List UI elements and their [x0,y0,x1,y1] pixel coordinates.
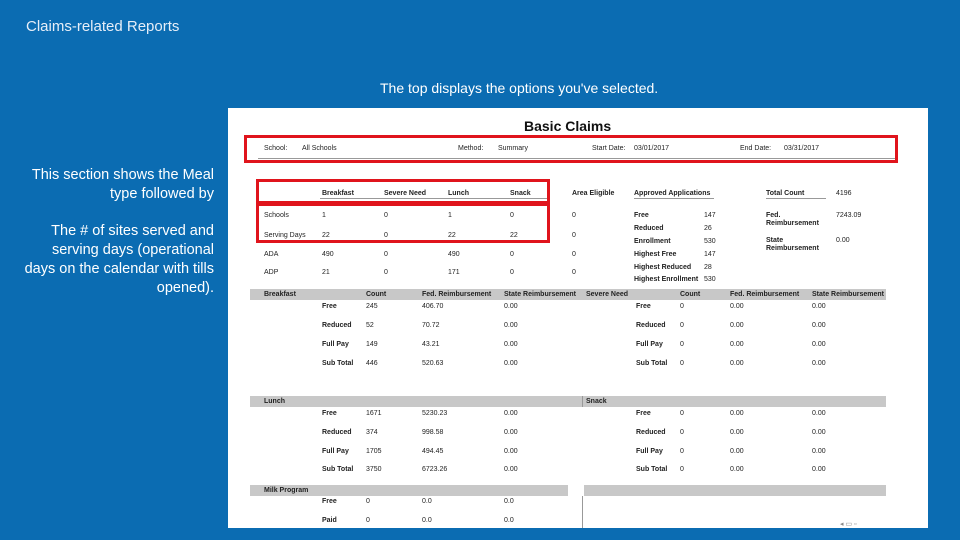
detail-count: 374 [366,429,378,436]
summary-cell: 0 [510,251,514,258]
detail-row-label: Reduced [322,322,352,329]
section-bar [584,485,886,496]
detail-row-label: Free [322,498,337,505]
detail-row-label: Reduced [636,322,666,329]
detail-fed: 406.70 [422,303,444,310]
summary-cell: 21 [322,269,330,276]
method-value: Summary [498,145,528,152]
summary-row-label: ADA [264,251,279,258]
sites-days-highlight [256,203,550,243]
detail-fed: 0.00 [730,341,744,348]
detail-fed: 0.0 [422,498,432,505]
detail-state: 0.00 [812,429,826,436]
detail-count: 0 [680,448,684,455]
detail-count: 245 [366,303,378,310]
detail-count: 0 [680,410,684,417]
summary-cell: 171 [448,269,460,276]
detail-state: 0.00 [504,341,518,348]
summary-cell: 0 [384,212,388,219]
detail-state: 0.00 [504,360,518,367]
detail-row-label: Sub Total [322,466,354,473]
summary-cell: 0 [572,212,576,219]
detail-state: 0.0 [504,517,514,524]
detail-row-label: Full Pay [636,341,663,348]
snack-section-label: Snack [586,398,607,405]
note-sites-served: The # of sites served and serving days (operational days on the calendar with tills opened). [24,223,214,296]
detail-count: 149 [366,341,378,348]
applications-label: Enrollment [634,238,671,245]
detail-header: Fed. Reimbursement [730,291,800,298]
state-reimbursement-value: 0.00 [836,237,850,244]
detail-fed: 70.72 [422,322,440,329]
detail-count: 0 [366,498,370,505]
summary-cell: 22 [448,232,456,239]
detail-row-label: Sub Total [636,466,668,473]
detail-state: 0.00 [504,429,518,436]
detail-count: 3750 [366,466,382,473]
detail-row-label: Sub Total [322,360,354,367]
detail-count: 52 [366,322,374,329]
fed-reimbursement-value: 7243.09 [836,212,862,219]
summary-cell: 22 [510,232,518,239]
slide-title: Claims-related Reports [26,18,180,35]
applications-label: Reduced [634,225,664,232]
applications-value: 26 [704,225,712,232]
detail-fed: 0.00 [730,429,744,436]
detail-row-label: Free [636,303,651,310]
lunch-section-label: Lunch [264,398,285,405]
summary-header: Breakfast [322,190,354,197]
detail-state: 0.00 [504,448,518,455]
detail-fed: 494.45 [422,448,444,455]
summary-cell: 0 [572,251,576,258]
detail-fed: 0.00 [730,303,744,310]
criteria-highlight [244,135,898,163]
detail-state: 0.00 [812,303,826,310]
detail-state: 0.00 [504,466,518,473]
milk-section-label: Milk Program [264,487,309,494]
detail-header: Count [366,291,387,298]
detail-header: State Reimbursement [812,291,884,298]
detail-fed: 0.0 [422,517,432,524]
summary-cell: 490 [448,251,460,258]
applications-label: Highest Free [634,251,677,258]
detail-row-label: Free [636,410,651,417]
detail-row-label: Reduced [636,429,666,436]
summary-cell: 0 [510,212,514,219]
summary-row-label: Serving Days [264,232,306,239]
end-date-value: 03/31/2017 [784,145,820,152]
detail-fed: 0.00 [730,360,744,367]
detail-state: 0.00 [812,341,826,348]
detail-count: 1705 [366,448,382,455]
severe-section-label: Severe Need [586,291,629,298]
school-label: School: [264,145,288,152]
summary-cell: 490 [322,251,334,258]
detail-row-label: Full Pay [322,448,349,455]
detail-header: State Reimbursement [504,291,576,298]
summary-header: Area Eligible [572,190,615,197]
total-count-label: Total Count [766,190,805,197]
summary-cell: 0 [572,232,576,239]
detail-row-label: Paid [322,517,337,524]
applications-value: 530 [704,238,716,245]
detail-fed: 998.58 [422,429,444,436]
detail-fed: 6723.26 [422,466,448,473]
detail-state: 0.00 [504,322,518,329]
start-date-value: 03/01/2017 [634,145,670,152]
detail-fed: 0.00 [730,322,744,329]
start-date-label: Start Date: [592,145,626,152]
detail-count: 0 [366,517,370,524]
detail-count: 0 [680,341,684,348]
detail-fed: 43.21 [422,341,440,348]
summary-cell: 1 [448,212,452,219]
summary-header: Lunch [448,190,469,197]
detail-state: 0.00 [504,303,518,310]
applications-value: 147 [704,251,716,258]
applications-value: 530 [704,276,716,283]
summary-cell: 0 [384,232,388,239]
summary-cell: 22 [322,232,330,239]
detail-row-label: Free [322,410,337,417]
meal-type-highlight [256,179,550,204]
applications-value: 28 [704,264,712,271]
detail-count: 0 [680,360,684,367]
note-meal-type: This section shows the Meal type followed by [31,167,214,202]
detail-fed: 0.00 [730,410,744,417]
detail-header: Count [680,291,701,298]
summary-cell: 0 [510,269,514,276]
report-screenshot [228,108,928,528]
state-reimbursement-label: State Reimbursement [766,237,819,252]
detail-count: 1671 [366,410,382,417]
detail-state: 0.00 [812,410,826,417]
page-controls-icon[interactable]: ◂ ▭ ▫ [840,521,857,528]
school-value: All Schools [302,145,337,152]
applications-label: Highest Enrollment [634,276,699,283]
breakfast-section-label: Breakfast [264,291,296,298]
summary-header: Snack [510,190,531,197]
detail-state: 0.00 [812,360,826,367]
detail-fed: 5230.23 [422,410,448,417]
applications-value: 147 [704,212,716,219]
end-date-label: End Date: [740,145,772,152]
caption-top: The top displays the options you've selected. [380,80,659,96]
report-title: Basic Claims [524,118,612,134]
applications-header: Approved Applications [634,190,711,197]
detail-state: 0.00 [812,448,826,455]
summary-cell: 0 [384,251,388,258]
detail-count: 0 [680,466,684,473]
fed-reimbursement-label: Fed. Reimbursement [766,212,819,227]
detail-state: 0.0 [504,498,514,505]
summary-header: Severe Need [384,190,427,197]
summary-row-label: ADP [264,269,279,276]
summary-cell: 1 [322,212,326,219]
detail-count: 0 [680,303,684,310]
detail-row-label: Free [322,303,337,310]
applications-label: Highest Reduced [634,264,692,271]
detail-state: 0.00 [504,410,518,417]
summary-cell: 0 [384,269,388,276]
section-bar [250,396,886,407]
summary-row-label: Schools [264,212,289,219]
method-label: Method: [458,145,484,152]
detail-fed: 520.63 [422,360,444,367]
detail-state: 0.00 [812,322,826,329]
detail-count: 446 [366,360,378,367]
detail-row-label: Full Pay [322,341,349,348]
detail-fed: 0.00 [730,448,744,455]
detail-count: 0 [680,429,684,436]
detail-count: 0 [680,322,684,329]
detail-row-label: Sub Total [636,360,668,367]
summary-cell: 0 [572,269,576,276]
detail-header: Fed. Reimbursement [422,291,492,298]
detail-row-label: Reduced [322,429,352,436]
total-count-value: 4196 [836,190,852,197]
detail-state: 0.00 [812,466,826,473]
detail-fed: 0.00 [730,466,744,473]
applications-label: Free [634,212,649,219]
detail-row-label: Full Pay [636,448,663,455]
